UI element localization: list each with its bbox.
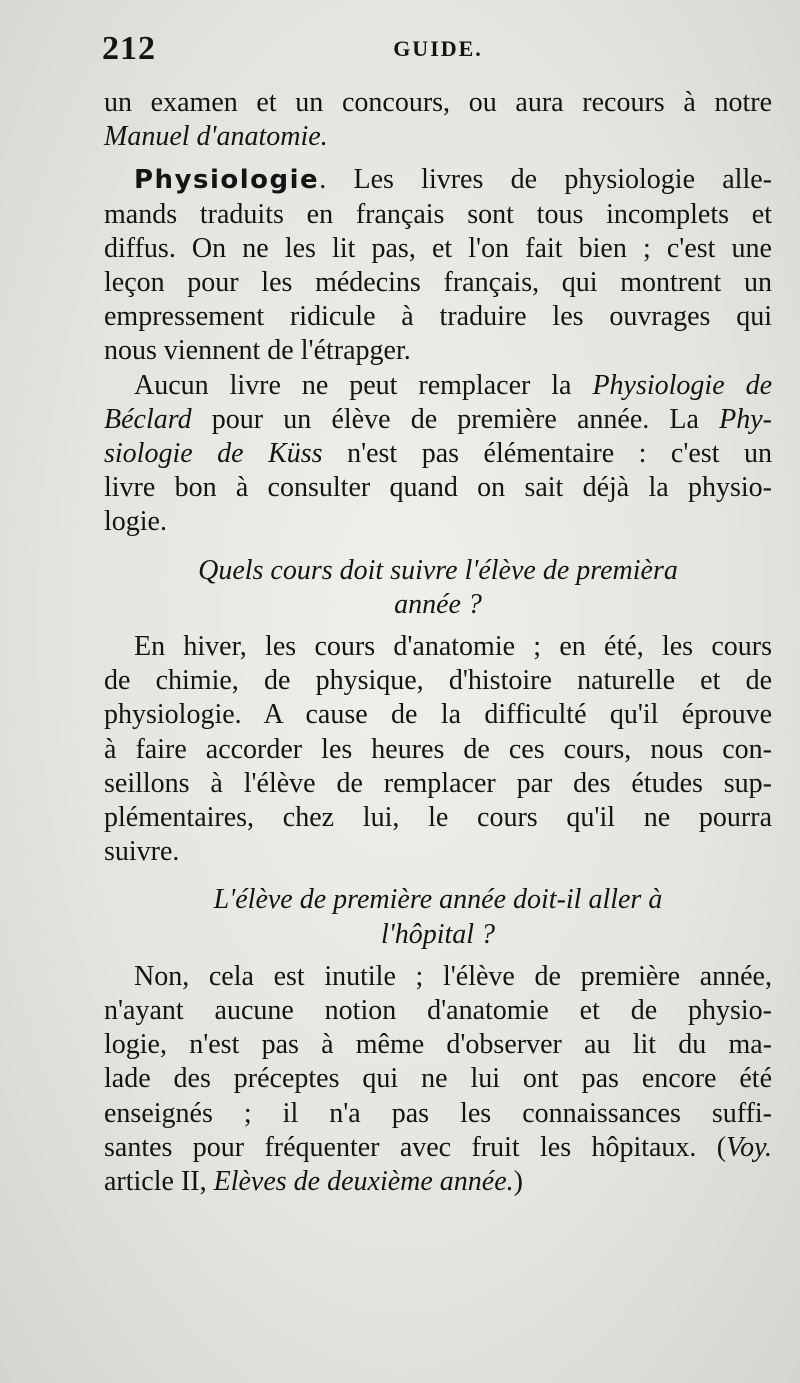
page-number: 212 <box>102 30 156 67</box>
text-line: Physiologie. Les livres de physiologie alle- <box>134 164 772 196</box>
text-line: article II, Elèves de deuxième année.) <box>104 1166 523 1198</box>
text-line: mands traduits en français sont tous incomplets et <box>104 198 772 230</box>
heading-line: Quels cours doit suivre l'élève de premièra <box>198 554 678 586</box>
paragraph <box>104 630 772 869</box>
section-heading <box>104 883 772 951</box>
text-line: livre bon à consulter quand on sait déjà la physio- <box>104 472 772 504</box>
text-line: logie. <box>104 506 167 538</box>
text-line: leçon pour les médecins français, qui montrent un <box>104 267 772 299</box>
cross-reference: Voy. <box>726 1131 772 1163</box>
text-line <box>104 120 772 154</box>
heading-line: année ? <box>394 588 482 620</box>
text-line: un examen et un concours, ou aura recours à notre <box>104 87 772 118</box>
text-line: de chimie, de physique, d'histoire naturelle et de <box>104 665 772 697</box>
text-line: En hiver, les cours d'anatomie ; en été, les cours <box>134 631 772 663</box>
paragraph <box>104 163 772 368</box>
book-title: siologie de Küss <box>104 438 323 470</box>
paragraph <box>104 86 772 154</box>
book-title: Manuel d'anatomie. <box>104 121 328 153</box>
text-line: Aucun livre ne peut remplacer la Physiologie de <box>134 369 773 401</box>
text-line: diffus. On ne les lit pas, et l'on fait bien ; c'est une <box>104 232 772 264</box>
text-line: enseignés ; il n'a pas les connaissances suffi- <box>104 1097 772 1129</box>
book-title: Phy- <box>719 403 772 435</box>
text-line: lade des préceptes qui ne lui ont pas encore été <box>104 1063 772 1095</box>
section-heading <box>104 554 772 622</box>
paragraph <box>104 369 772 540</box>
heading-line: L'élève de première année doit-il aller à <box>213 884 663 916</box>
text-line: physiologie. A cause de la difficulté qu'il éprouve <box>104 699 772 731</box>
book-title: Physiologie de <box>592 369 773 401</box>
heading-line: l'hôpital ? <box>380 918 496 950</box>
text-line: plémentaires, chez lui, le cours qu'il ne pourra <box>104 802 772 834</box>
text-line: à faire accorder les heures de ces cours, nous con- <box>104 733 772 765</box>
book-title: Béclard <box>104 403 192 435</box>
text-line: nous viennent de l'étrapger. <box>104 335 411 367</box>
section-term: Physiologie <box>134 165 320 196</box>
text-line: seillons à l'élève de remplacer par des études sup- <box>104 767 772 799</box>
page-header <box>102 30 774 70</box>
text-line: empressement ridicule à traduire les ouvrages qui <box>104 301 772 333</box>
text-line: logie, n'est pas à même d'observer au lit du ma- <box>104 1029 772 1061</box>
text-line: siologie de Küss n'est pas élémentaire : c'est un <box>104 438 772 470</box>
text-line: santes pour fréquenter avec fruit les hôpitaux. (Voy. <box>104 1131 772 1163</box>
running-head: GUIDE. <box>393 36 483 61</box>
text-line: Non, cela est inutile ; l'élève de première année, <box>134 960 772 992</box>
body-text <box>104 86 772 1199</box>
text-line: suivre. <box>104 836 180 868</box>
text-line: n'ayant aucune notion d'anatomie et de physio- <box>104 995 772 1027</box>
text-line: Béclard pour un élève de première année. La Phy- <box>104 403 772 435</box>
paragraph <box>104 960 772 1199</box>
cross-reference: Elèves de deuxième année. <box>213 1166 514 1198</box>
